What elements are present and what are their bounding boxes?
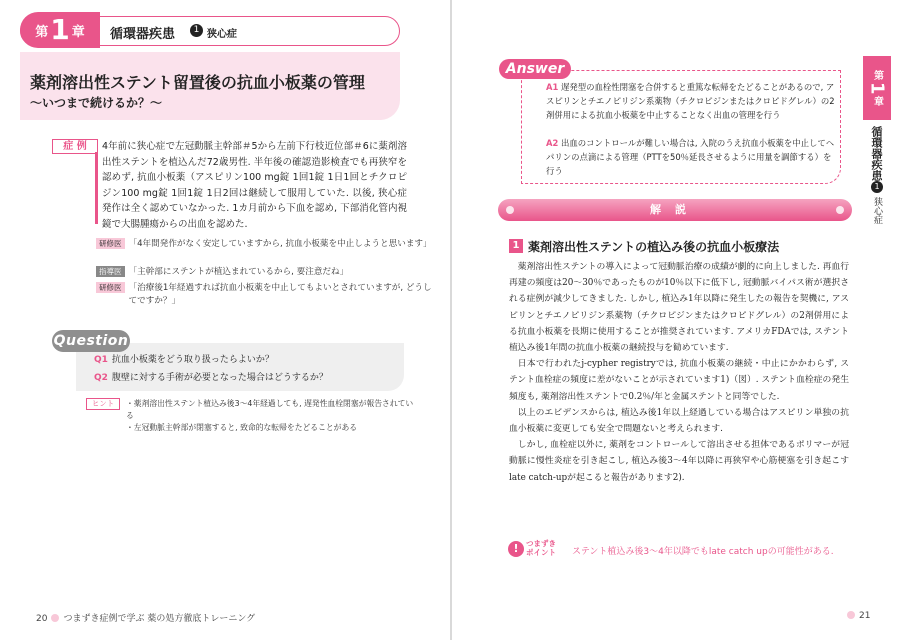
dialog-text: 「4年間発作がなく安定していますから, 抗血小板薬を中止しようと思います」 xyxy=(128,239,432,249)
hint-item: ・薬剤溶出性ステント植込み後3～4年経過しても, 遅発性血栓閉塞が報告されている xyxy=(126,399,414,420)
answer-label: A1 xyxy=(546,82,559,92)
question-label: Q1 xyxy=(94,355,108,365)
question-text: 抗血小板薬をどう取り扱ったらよいか？ xyxy=(111,355,274,365)
pitfall-label xyxy=(526,539,556,557)
exclamation-icon: ! xyxy=(508,541,524,557)
dialog-line xyxy=(96,238,437,252)
side-chapter-suffix: 章 xyxy=(871,96,883,107)
pitfall-label-line: つまずき xyxy=(526,539,556,548)
speaker-supervisor: 指導医 xyxy=(96,266,125,277)
body-paragraph: 日本で行われたj-cypher registryでは, 抗血小板薬の継続・中止にかかわらず, ステント血栓症の頻度に差がないことが示されています1)（図）. ステント血栓症の発生頻度も, 薬剤溶出性ステントで0.2％/年と金属ステントと同等でした. xyxy=(509,359,849,402)
explanation-bar: 解説 xyxy=(498,199,852,221)
question-badge: Question xyxy=(52,330,130,352)
body-paragraph: しかし, 血栓症以外に, 薬剤をコントロールして溶出させる担体であるポリマーが冠動脈に慢性炎症を引き起こし, 植込み後3～4年以降に再狭窄や心筋梗塞を引き起こすlate catch-upが起こると報告があります2). xyxy=(509,440,849,483)
page-subtitle: ～いつまで続けるか？～ xyxy=(30,96,163,110)
chapter-number: 1 xyxy=(50,13,70,46)
side-chapter-prefix: 第 xyxy=(871,69,883,80)
answer-label: A2 xyxy=(546,138,559,148)
hint-label: ヒント xyxy=(86,398,120,410)
answer-text: 遅発型の血栓性閉塞を合併すると重篤な転帰をたどることがあるので, アスピリンとチエノピリジン系薬物（チクロピジンまたはクロピドグレル）の2剤併用による抗血小板薬を中止することなく出血の管理を行う xyxy=(546,82,835,120)
case-label: 症 例 xyxy=(52,139,98,154)
section-number-icon: 1 xyxy=(190,24,203,37)
body-paragraph: 薬剤溶出性ステントの導入によって冠動脈治療の成績が劇的に向上しました. 再血行再建の頻度は20～30％であったものが10％以下に低下し, 冠動脈バイパス術が選択される症例が減少してきました. しかし, 植込み1年以降に発生したの報告を契機に, アスピリンとチエノピリジン系薬物（チクロピジンまたはクロピドグレル）の2剤併用による抗血小板薬を長期に使用することが推奨されています. アメリカFDAでは, ステント植込み後1年間の抗血小板薬の継続投与を勧めています. xyxy=(509,262,849,354)
speaker-resident: 研修医 xyxy=(96,282,125,293)
dialog-text: 「治療後1年経過すれば抗血小板薬を中止してもよいとされていますが, どうしてですか？」 xyxy=(128,283,432,306)
pitfall-text: ステント植込み後3～4年以降でもlate catch upの可能性がある. xyxy=(572,547,834,557)
pitfall-label-line: ポイント xyxy=(526,548,556,557)
book-spine xyxy=(450,0,452,640)
side-section-title: 狭心症 xyxy=(872,197,882,224)
chapter-section-title: 狭心症 xyxy=(207,29,237,40)
book-title: つまずき症例で学ぶ 薬の処方徹底トレーニング xyxy=(63,614,256,624)
question-item xyxy=(94,352,274,365)
chapter-title: 循環器疾患 xyxy=(110,27,176,42)
side-section-number-icon: 1 xyxy=(871,181,883,193)
page-number: 20 xyxy=(36,614,48,624)
footer-right xyxy=(843,611,870,621)
side-chapter-number: 1 xyxy=(866,81,888,95)
side-chapter-tab xyxy=(863,56,891,120)
answer-item xyxy=(546,80,836,122)
section-number: 1 xyxy=(509,239,523,253)
case-text: 4年前に狭心症で左冠動脈主幹部＃5から左前下行枝近位部＃6に薬剤溶出性ステントを植込んだ72歳男性. 半年後の確認造影検査でも再狭窄を認めず, 抗血小板薬（アスピリン100 mg錠 1回1錠 1日1回とチクロピジン100 mg錠 1回1錠 1日2回は継続して服用していた. 以後, 狭心症発作は全く認めていなかった. 1カ月前から下血を認め, 下部消化管内視鏡で大腸腫瘍からの出血を認めた. xyxy=(102,141,407,230)
question-text: 腹壁に対する手術が必要となった場合はどうするか？ xyxy=(111,373,328,383)
dialog-line xyxy=(96,282,437,307)
case-accent-bar xyxy=(95,152,98,224)
chapter-badge xyxy=(20,12,100,48)
footer-left xyxy=(36,611,255,624)
question-label: Q2 xyxy=(94,373,108,383)
page-title: 薬剤溶出性ステント留置後の抗血小板薬の管理 xyxy=(30,73,365,92)
page-number: 21 xyxy=(859,611,871,621)
section-title: 薬剤溶出性ステントの植込み後の抗血小板療法 xyxy=(528,240,780,254)
chapter-suffix: 章 xyxy=(71,24,85,40)
side-chapter-title: 循環器疾患 xyxy=(870,126,883,181)
dialog-text: 「主幹部にステントが植込まれているから, 要注意だね」 xyxy=(128,267,349,277)
body-paragraph: 以上のエビデンスからは, 植込み後1年以上経過している場合はアスピリン単独の抗血小板薬に変更しても安全で問題ないと考えられます. xyxy=(509,407,849,435)
bullet-dot-icon xyxy=(51,614,59,622)
bullet-dot-icon xyxy=(847,611,855,619)
question-box xyxy=(76,343,404,391)
answer-text: 出血のコントロールが難しい場合は, 入院のうえ抗血小板薬を中止してヘパリンの点滴による管理（PTTを50％延長させるように用量を調節する）を行う xyxy=(546,138,835,176)
speaker-resident: 研修医 xyxy=(96,238,125,249)
answer-badge: Answer xyxy=(499,59,571,79)
dialog-line xyxy=(96,266,437,280)
answer-item xyxy=(546,136,836,178)
question-item xyxy=(94,370,328,383)
hint-item: ・左冠動脈主幹部が閉塞すると, 致命的な転帰をたどることがある xyxy=(126,423,358,432)
section-body xyxy=(509,259,849,486)
bar-dot-icon xyxy=(506,206,514,214)
chapter-prefix: 第 xyxy=(35,24,49,40)
bar-dot-icon xyxy=(836,206,844,214)
